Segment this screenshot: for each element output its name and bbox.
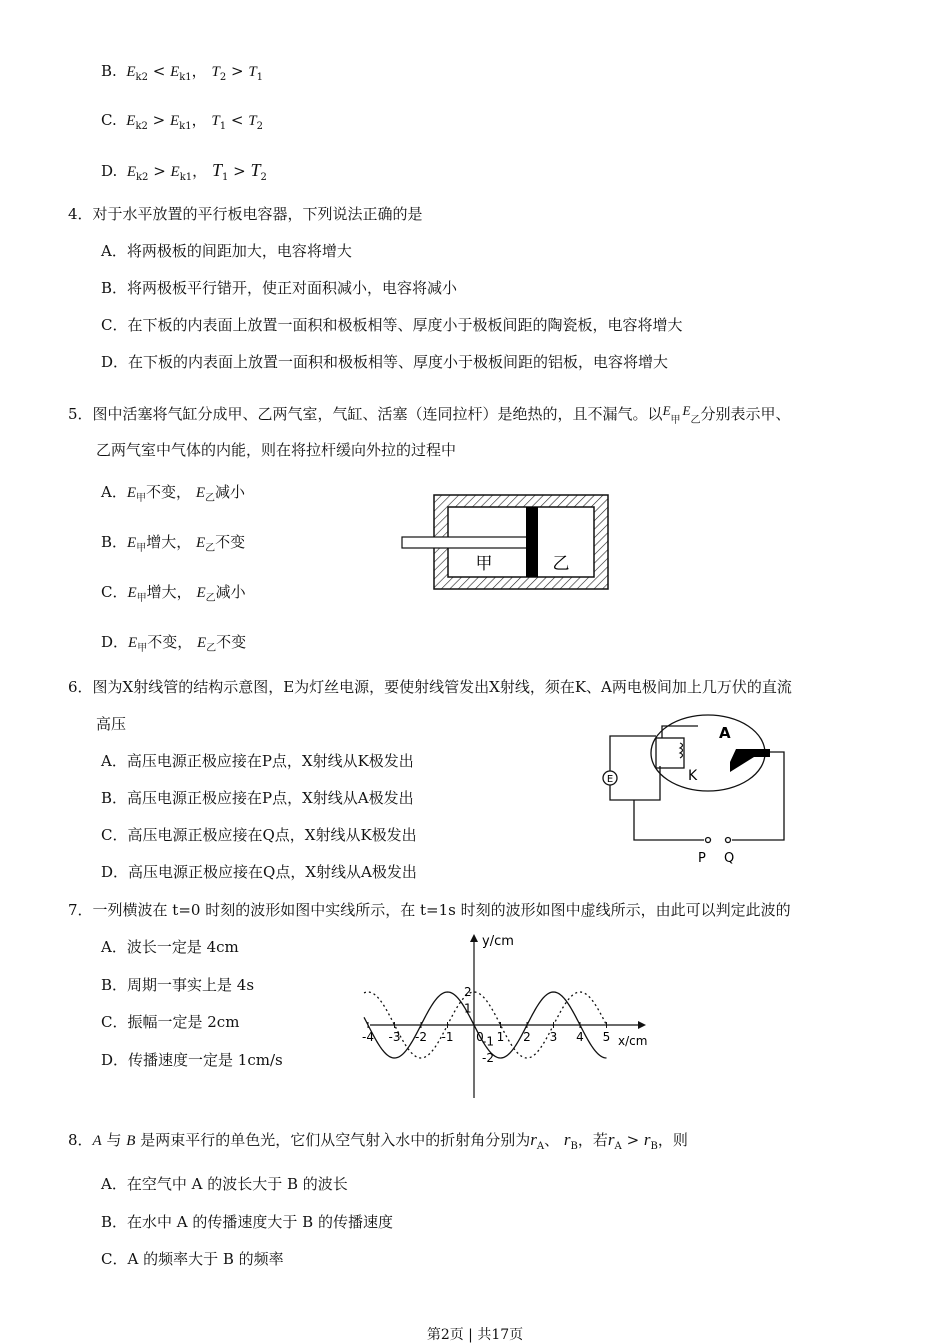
wire-e-top xyxy=(610,736,656,772)
x-tick-label: -4 xyxy=(362,1030,374,1044)
label-k: K xyxy=(688,768,698,784)
wire-e-bottom xyxy=(610,766,660,800)
x-axis-arrow xyxy=(638,1021,646,1029)
wire-to-p xyxy=(634,800,704,840)
wave-axes xyxy=(370,934,646,1098)
x-tick-label: 3 xyxy=(549,1030,558,1044)
label-q: Q xyxy=(724,851,735,866)
q5-option-c: C．$E_甲$增大， $E_乙$减小 xyxy=(101,583,246,604)
x-tick-label: -3 xyxy=(388,1030,401,1044)
y-tick-label: -2 xyxy=(482,1051,494,1065)
q4-option-b: B．将两极板平行错开，使正对面积减小，电容将减小 xyxy=(101,279,458,297)
label-a: A xyxy=(719,724,731,742)
x-tick-label: -1 xyxy=(441,1030,454,1044)
x-tick-label: 2 xyxy=(523,1030,531,1044)
q4-stem: 4．对于水平放置的平行板电容器，下列说法正确的是 xyxy=(68,205,423,223)
q6-stem: 6．图为X射线管的结构示意图，E为灯丝电源，要使射线管发出X射线，须在K、A两电极间加上几万伏的直流 xyxy=(68,678,792,696)
q6-option-c: C．高压电源正极应接在Q点，X射线从K极发出 xyxy=(101,826,417,844)
q6-option-d: D．高压电源正极应接在Q点，X射线从A极发出 xyxy=(101,863,417,881)
q4-option-a: A．将两极板的间距加大，电容将增大 xyxy=(101,242,352,260)
y-axis-label: y/cm xyxy=(482,934,514,949)
q7-wave-chart xyxy=(360,928,660,1104)
q6-xray-tube-figure xyxy=(596,712,792,866)
q8-option-c: C．A 的频率大于 B 的频率 xyxy=(101,1250,284,1268)
q5-option-d: D．$E_甲$不变， $E_乙$不变 xyxy=(101,633,247,654)
q5-stem-line2: 乙两气室中气体的内能，则在将拉杆缓向外拉的过程中 xyxy=(96,441,457,459)
q6-option-b: B．高压电源正极应接在P点，X射线从A极发出 xyxy=(101,789,414,807)
q8-option-a: A．在空气中 A 的波长大于 B 的波长 xyxy=(101,1175,348,1193)
q5-option-b: B．$E_甲$增大， $E_乙$不变 xyxy=(101,533,246,554)
q7-option-c: C．振幅一定是 2cm xyxy=(101,1013,240,1031)
y-tick-label: 1 xyxy=(464,1001,472,1016)
q5-cylinder-figure xyxy=(400,494,612,592)
x-tick-label: 0 xyxy=(476,1030,484,1044)
terminal-q xyxy=(726,838,731,843)
q7-option-b: B．周期一事实上是 4s xyxy=(101,976,255,994)
y-tick-label: -1 xyxy=(482,1034,494,1049)
x-tick-label: 5 xyxy=(602,1030,611,1044)
q7-stem: 7．一列横波在 t=0 时刻的波形如图中实线所示，在 t=1s 时刻的波形如图中虚线所示，由此可以判定此波的 xyxy=(68,901,791,919)
q4-option-c: C．在下板的内表面上放置一面积和极板相等、厚度小于极板间距的陶瓷板，电容将增大 xyxy=(101,316,683,334)
terminal-p xyxy=(706,838,711,843)
pull-rod xyxy=(402,537,528,548)
chamber-label-jia: 甲 xyxy=(475,554,493,574)
q5-option-a: A．$E_甲$不变， $E_乙$减小 xyxy=(101,483,245,504)
piston xyxy=(526,507,538,577)
y-tick-label: 2 xyxy=(464,985,472,999)
x-tick-label: 4 xyxy=(576,1030,584,1044)
x-axis-label: x/cm xyxy=(618,1034,648,1048)
q5-stem: 5．图中活塞将气缸分成甲、乙两气室，气缸、活塞（连同拉杆）是绝热的，且不漏气。以$E_甲E_乙$分别表示甲、 xyxy=(68,403,791,426)
q8-stem: 8．A 与 B 是两束平行的单色光，它们从空气射入水中的折射角分别为$r_A$、 $r_B$，若$r_A > r_B$，则 xyxy=(68,1130,688,1152)
q3-option-d: D. $E_{k2} > E_{k1}$， $T_1 > T_2$ xyxy=(101,160,267,183)
label-e: E xyxy=(606,774,614,785)
q7-option-d: D．传播速度一定是 1cm/s xyxy=(101,1051,283,1069)
q8-option-b: B．在水中 A 的传播速度大于 B 的传播速度 xyxy=(101,1213,393,1231)
q4-option-d: D．在下板的内表面上放置一面积和极板相等、厚度小于极板间距的铝板，电容将增大 xyxy=(101,353,669,371)
q3-option-b: B. $E_{k2} < E_{k1}$， $T_2 > T_1$ xyxy=(101,62,264,83)
filament xyxy=(680,743,683,758)
q7-option-a: A．波长一定是 4cm xyxy=(101,938,239,956)
label-p: P xyxy=(698,851,706,866)
x-tick-label: 1 xyxy=(496,1030,505,1044)
q3-option-c: C. $E_{k2} > E_{k1}$， $T_1 < T_2$ xyxy=(101,111,263,132)
chamber-label-yi: 乙 xyxy=(552,554,570,574)
page-footer: 第2页 | 共17页 xyxy=(426,1327,524,1343)
q6-option-a: A．高压电源正极应接在P点，X射线从K极发出 xyxy=(101,752,414,770)
y-axis-arrow xyxy=(470,934,478,942)
cathode-lead xyxy=(662,726,698,738)
x-tick-label: -2 xyxy=(415,1030,427,1044)
q6-stem-line2: 高压 xyxy=(96,715,127,733)
